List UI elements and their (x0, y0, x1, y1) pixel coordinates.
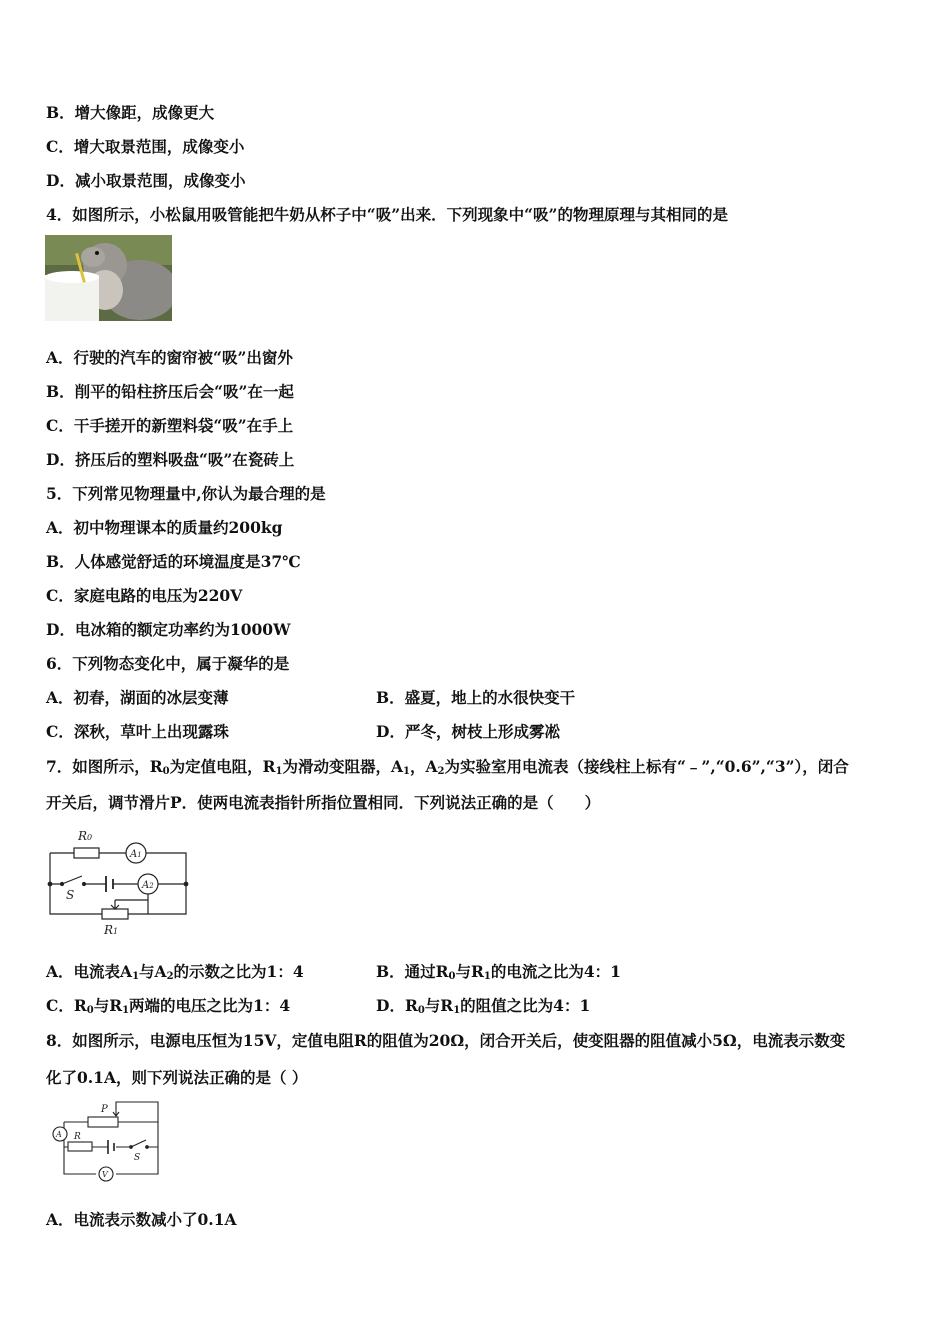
q7-stem-line1: 7．如图所示，$R_0$为定值电阻，$R_1$为滑动变阻器，$A_1$，$A_2$为实验室用电流表（接线柱上标有“﹣”,“0.6”,“3”），闭合 (46, 757, 849, 777)
q8-circuit-diagram (46, 1100, 166, 1185)
q6-option-b: B．盛夏，地上的水很快变干 (376, 688, 576, 707)
q6-option-a: A．初春，湖面的冰层变薄 (46, 688, 229, 707)
switch-label: S (66, 888, 75, 902)
q7-option-a: A．电流表$A_1$与$A_2$的示数之比为1：4 (46, 962, 304, 982)
q4-option-d: D．挤压后的塑料吸盘“吸”在瓷砖上 (46, 450, 295, 469)
q5-option-b: B．人体感觉舒适的环境温度是37℃ (46, 552, 301, 571)
q8-stem-line1: 8．如图所示，电源电压恒为15V，定值电阻R的阻值为20Ω，闭合开关后，使变阻器的阻值减小5Ω，电流表示数变 (46, 1031, 846, 1050)
voltmeter-label: V (102, 1170, 108, 1179)
r-label: R (74, 1132, 81, 1142)
squirrel-photo (45, 235, 172, 321)
q7-option-d: D．$R_0$与$R_1$的阻值之比为4：1 (376, 996, 591, 1016)
switch-label: S (134, 1153, 141, 1163)
r1-rheostat (102, 909, 128, 919)
q6-option-c: C．深秋，草叶上出现露珠 (46, 722, 229, 741)
p-label: P (101, 1104, 108, 1115)
battery (108, 1140, 114, 1154)
q4-option-c: C．干手搓开的新塑料袋“吸”在手上 (46, 416, 294, 435)
q8-stem-line2: 化了0.1A，则下列说法正确的是（ ） (46, 1068, 308, 1087)
r1-label: R1 (104, 923, 119, 937)
r0-label: R0 (78, 829, 93, 843)
q7-option-c: C．$R_0$与$R_1$两端的电压之比为1：4 (46, 996, 291, 1016)
resistor-r (68, 1142, 92, 1151)
q7-option-b: B．通过$R_0$与$R_1$的电流之比为4：1 (376, 962, 621, 982)
q5-option-c: C．家庭电路的电压为220V (46, 586, 243, 605)
q3-option-d: D．减小取景范围，成像变小 (46, 171, 246, 190)
rheostat (88, 1117, 118, 1127)
q5-stem: 5．下列常见物理量中,你认为最合理的是 (46, 484, 326, 503)
q6-stem: 6．下列物态变化中，属于凝华的是 (46, 654, 290, 673)
a1-label: A1 (130, 849, 142, 860)
q3-option-c: C．增大取景范围，成像变小 (46, 137, 245, 156)
q4-option-a: A．行驶的汽车的窗帘被“吸”出窗外 (46, 348, 293, 367)
q4-stem: 4．如图所示，小松鼠用吸管能把牛奶从杯子中“吸”出来．下列现象中“吸”的物理原理与其相同的是 (46, 205, 728, 224)
a2-label: A2 (142, 880, 154, 891)
q5-option-a: A．初中物理课本的质量约200kg (46, 518, 283, 537)
battery (106, 876, 113, 892)
q4-option-b: B．削平的铅柱挤压后会“吸”在一起 (46, 382, 294, 401)
q8-option-a: A．电流表示数减小了0.1A (46, 1210, 237, 1229)
q7-stem-line2: 开关后，调节滑片P．使两电流表指针所指位置相同．下列说法正确的是（ ） (46, 793, 601, 812)
q6-option-d: D．严冬，树枝上形成雾凇 (376, 722, 560, 741)
q7-circuit-diagram (44, 826, 194, 940)
r0-resistor (74, 848, 99, 858)
ammeter-label: A (56, 1130, 62, 1139)
q3-option-b: B．增大像距，成像更大 (46, 103, 215, 122)
q5-option-d: D．电冰箱的额定功率约为1000W (46, 620, 291, 639)
